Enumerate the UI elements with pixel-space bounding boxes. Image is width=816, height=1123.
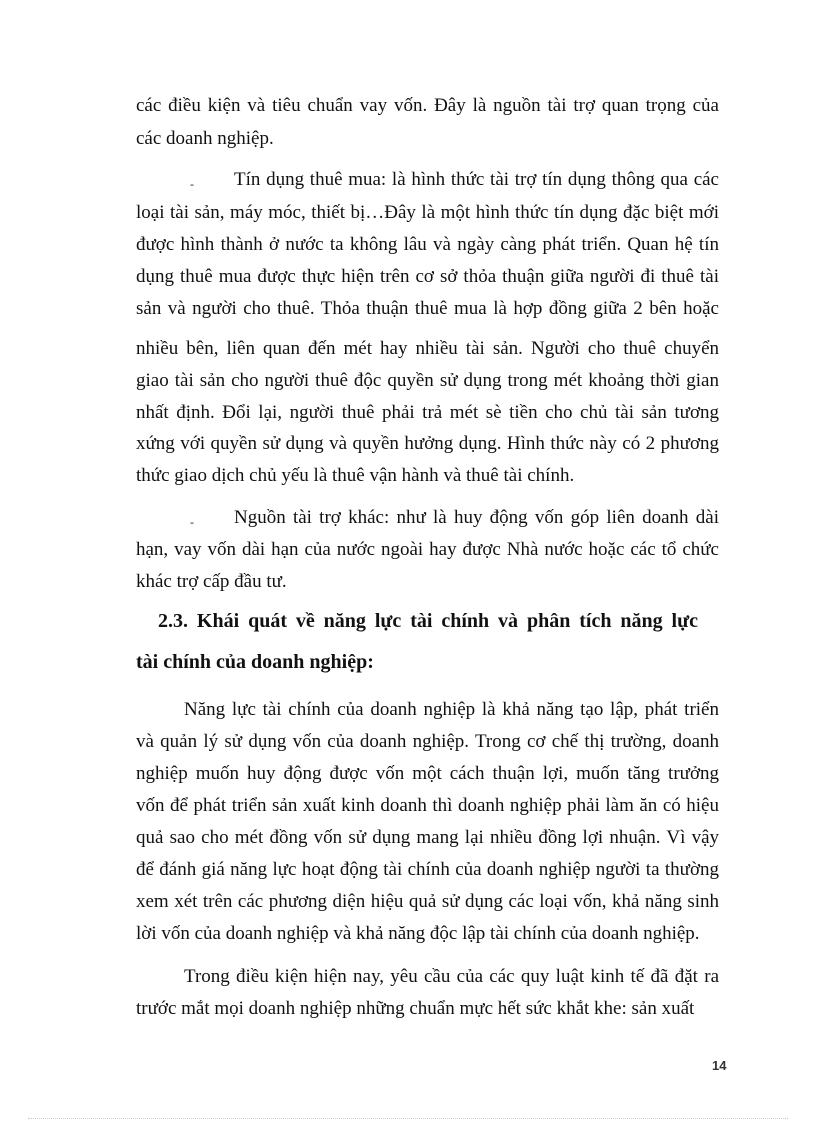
paragraph-2-line-4: dụng thuê mua được thực hiện trên cơ sở thỏa thuận giữa người đi thuê tài <box>136 266 719 287</box>
paragraph-3-line-3: khác trợ cấp đầu tư. <box>136 571 287 592</box>
paragraph-5-line-2: trước mắt mọi doanh nghiệp những chuẩn mực hết sức khắt khe: sản xuất <box>136 998 695 1019</box>
paragraph-3-line-1: Nguồn tài trợ khác: như là huy động vốn góp liên doanh dài <box>234 507 719 528</box>
paragraph-4-line-8: lời vốn của doanh nghiệp và khả năng độc lập tài chính của doanh nghiệp. <box>136 923 700 944</box>
page-number: 14 <box>712 1058 727 1073</box>
paragraph-2-line-2: loại tài sản, máy móc, thiết bị…Đây là một hình thức tín dụng đặc biệt mới <box>136 202 719 223</box>
paragraph-4-line-2: và quản lý sử dụng vốn của doanh nghiệp. Trong cơ chế thị trường, doanh <box>136 731 719 752</box>
bullet-dash-icon: - <box>190 177 194 191</box>
section-heading-line-1: 2.3. Khái quát về năng lực tài chính và phân tích năng lực <box>158 610 698 632</box>
paragraph-2-line-1: Tín dụng thuê mua: là hình thức tài trợ tín dụng thông qua các <box>234 169 719 190</box>
paragraph-2-line-7: giao tài sản cho người thuê độc quyền sử dụng trong mét khoảng thời gian <box>136 370 719 391</box>
bullet-dash-icon: - <box>190 515 194 529</box>
paragraph-2-line-10: thức giao dịch chủ yếu là thuê vận hành và thuê tài chính. <box>136 465 575 486</box>
paragraph-1-line-2: các doanh nghiệp. <box>136 128 274 149</box>
paragraph-2-line-8: nhất định. Đổi lại, người thuê phải trả mét sè tiền cho chủ tài sản tương <box>136 402 719 423</box>
paragraph-2-line-5: sản và người cho thuê. Thỏa thuận thuê mua là hợp đồng giữa 2 bên hoặc <box>136 298 719 319</box>
paragraph-1-line-1: các điều kiện và tiêu chuẩn vay vốn. Đây là nguồn tài trợ quan trọng của <box>136 95 719 116</box>
paragraph-5-line-1: Trong điều kiện hiện nay, yêu cầu của các quy luật kinh tế đã đặt ra <box>184 966 719 987</box>
paragraph-4-line-1: Năng lực tài chính của doanh nghiệp là khả năng tạo lập, phát triển <box>184 699 719 720</box>
paragraph-4-line-4: vốn để phát triển sản xuất kinh doanh thì doanh nghiệp phải làm ăn có hiệu <box>136 795 719 816</box>
paragraph-2-line-6: nhiều bên, liên quan đến mét hay nhiều tài sản. Người cho thuê chuyển <box>136 338 719 359</box>
paragraph-4-line-5: quả sao cho mét đồng vốn sử dụng mang lại nhiều đồng lợi nhuận. Vì vậy <box>136 827 719 848</box>
paragraph-4-line-3: nghiệp muốn huy động được vốn một cách thuận lợi, muốn tăng trưởng <box>136 763 719 784</box>
footer-divider <box>28 1118 788 1119</box>
paragraph-4-line-7: xem xét trên các phương diện hiệu quả sử dụng các loại vốn, khả năng sinh <box>136 891 719 912</box>
section-heading-line-2: tài chính của doanh nghiệp: <box>136 651 374 673</box>
paragraph-3-line-2: hạn, vay vốn dài hạn của nước ngoài hay được Nhà nước hoặc các tổ chức <box>136 539 719 560</box>
paragraph-4-line-6: để đánh giá năng lực hoạt động tài chính của doanh nghiệp người ta thường <box>136 859 719 880</box>
paragraph-2-line-3: được hình thành ở nước ta không lâu và ngày càng phát triển. Quan hệ tín <box>136 234 719 255</box>
paragraph-2-line-9: xứng với quyền sử dụng và quyền hưởng dụng. Hình thức này có 2 phương <box>136 433 719 454</box>
